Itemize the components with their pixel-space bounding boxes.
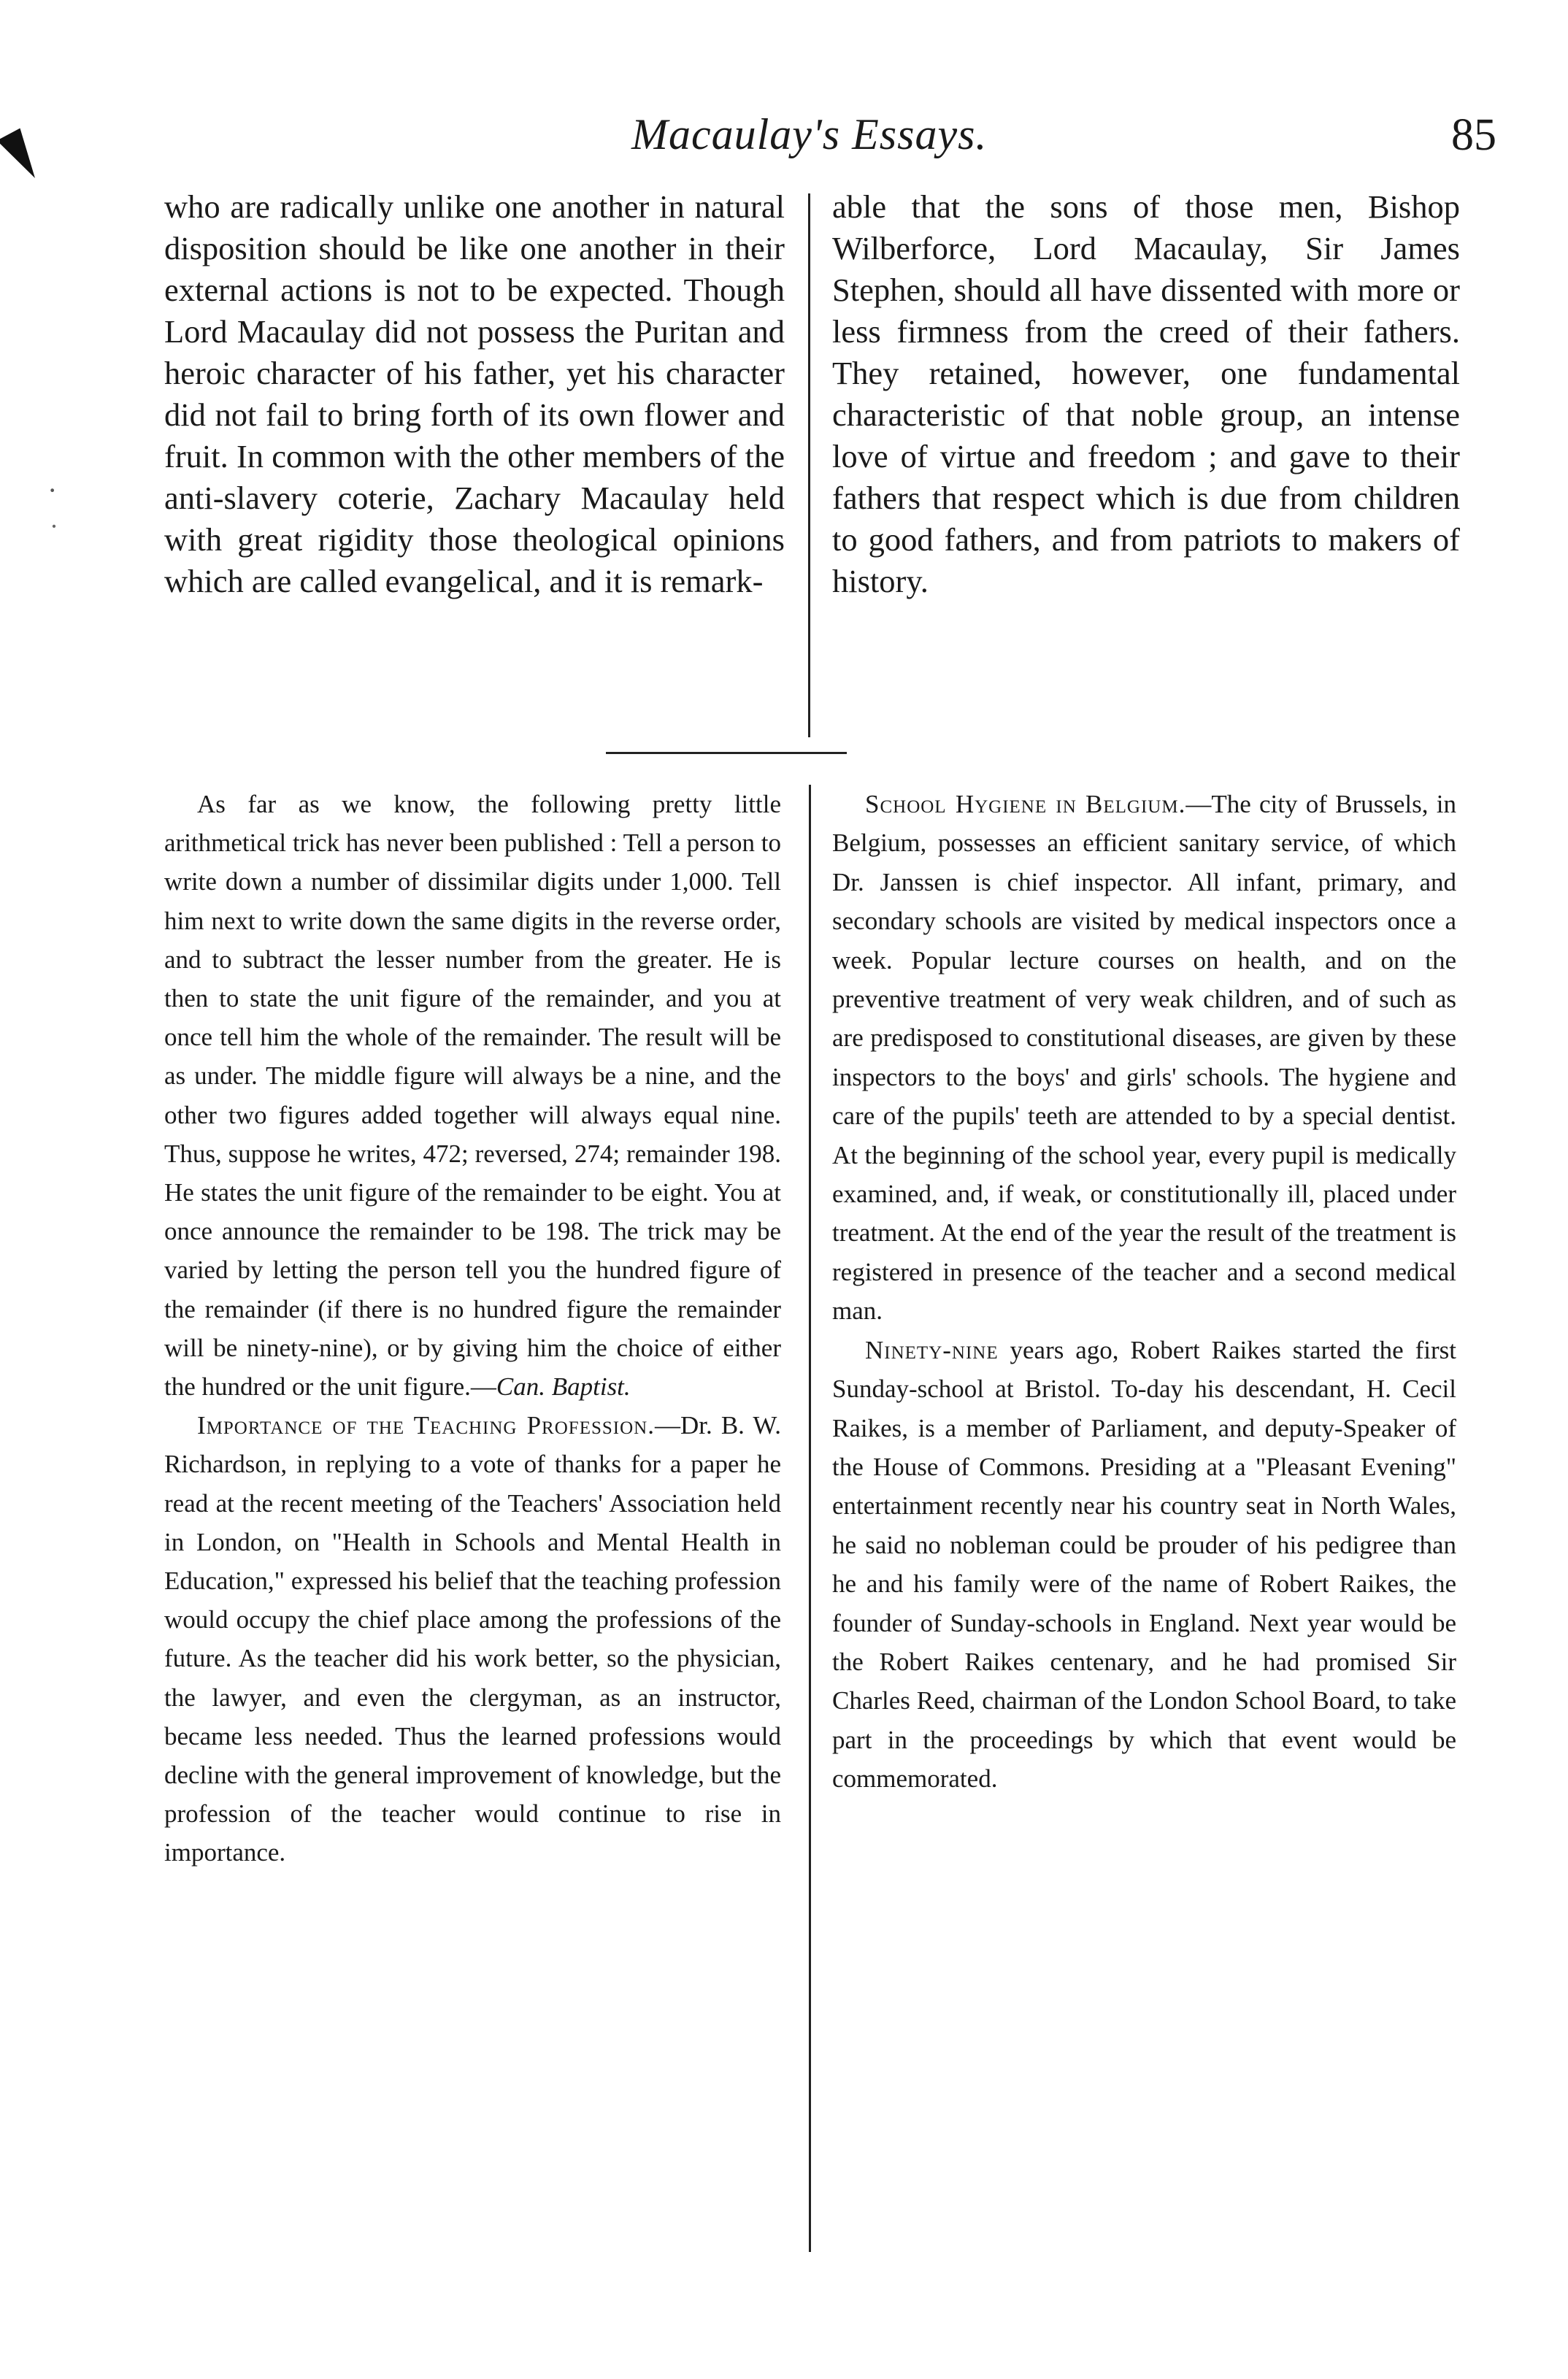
column-divider-top <box>808 193 810 737</box>
teaching-profession-paragraph <box>164 1406 781 1872</box>
page-number: 85 <box>1451 110 1496 160</box>
hygiene-paragraph <box>832 785 1456 1331</box>
arithmetic-trick-text: As far as we know, the following pretty little arithmetical trick has never been published : Tell a person to write down a number of dissimilar digits under 1,000. Tell him next to write down the same digits in the reverse order, and to subtract the lesser number from the greater. He is then to state the unit figure of the remainder, and you at once tell him the whole of the remainder. The result will be as under. The middle figure will always be a nine, and the other two figures added together will always equal nine. Thus, suppose he writes, 472; reversed, 274; remainder 198. He states the unit figure of the remainder to be eight. You at once announce the remainder to be 198. The trick may be varied by letting the person tell you the hundred figure of the remainder (if there is no hundred figure the remainder will be ninety-nine), or by giving him the choice of either the hundred or the unit figure.— <box>164 790 781 1402</box>
hygiene-heading: School Hygiene in Belgium. <box>865 790 1186 818</box>
running-title: Macaulay's Essays. <box>631 110 988 158</box>
arithmetic-source: Can. Baptist. <box>496 1372 631 1402</box>
essay-text-left: who are radically unlike one another in natural disposition should be like one another in their external actions is not to be expected. Though Lord Macaulay did not possess the Puritan and heroic character of his father, yet his character did not fail to bring forth of its own flower and fruit. In common with the other members of the anti-slavery coterie, Zachary Macaulay held with great rigidity those theological opinions which are called evangelical, and it is remark- <box>164 188 785 599</box>
margin-arrow-mark <box>0 128 44 186</box>
raikes-paragraph <box>832 1331 1456 1799</box>
margin-speck: · <box>50 512 58 541</box>
column-divider-bottom <box>809 785 811 2252</box>
arithmetic-trick-paragraph <box>164 785 781 1406</box>
margin-speck: · <box>47 474 58 507</box>
hygiene-text: —The city of Brussels, in Belgium, possesses an efficient sanitary service, of which Dr. Janssen is chief inspector. All infant, primary, and secondary schools are visited by medical inspectors once a week. Popular lecture courses on health, and on the preventive treatment of very weak children, and of such as are predisposed to constitutional diseases, are given by these inspectors to the boys' and girls' schools. The hygiene and care of the pupils' teeth are attended to by a special dentist. At the beginning of the school year, every pupil is medically examined, and, if weak, or constitutionally ill, placed under treatment. At the end of the year the result of the treatment is registered in presence of the teacher and a second medical man. <box>832 790 1456 1326</box>
essay-text-right: able that the sons of those men, Bishop Wilberforce, Lord Macaulay, Sir James Stephen, should all have dissented with more or less firmness from the creed of their fathers. They retained, however, one fundamental characteristic of that noble group, an intense love of virtue and freedom ; and gave to their fathers that respect which is due from children to good fathers, and from patriots to makers of history. <box>832 188 1460 599</box>
essay-column-right <box>832 186 1460 602</box>
notes-column-right <box>832 785 1456 1799</box>
teaching-heading: Importance of the Teaching Profession. <box>197 1411 655 1440</box>
raikes-text: years ago, Robert Raikes started the first Sunday-school at Bristol. To-day his descendant, H. Cecil Raikes, is a member of Parliament, and deputy-Speaker of the House of Commons. Presiding at a "Pleasant Evening" entertainment recently near his country seat in North Wales, he said no nobleman could be prouder of his pedigree than he and his family were of the name of Robert Raikes, the founder of Sunday-schools in England. Next year would be the Robert Raikes centenary, and he had promised Sir Charles Reed, chairman of the London School Board, to take part in the proceedings by which that event would be commemorated. <box>832 1335 1456 1794</box>
teaching-text: —Dr. B. W. Richardson, in replying to a vote of thanks for a paper he read at the recent meeting of the Teachers' Association held in London, on "Health in Schools and Mental Health in Education," expressed his belief that the teaching profession would occupy the chief place among the professions of the future. As the teacher did his work better, so the physician, the lawyer, and even the clergyman, as an instructor, became less needed. Thus the learned professions would decline with the general improvement of knowledge, but the profession of the teacher would continue to rise in importance. <box>164 1411 781 1867</box>
section-divider <box>606 752 847 754</box>
raikes-lead: Ninety-nine <box>865 1335 999 1364</box>
essay-column-left <box>164 186 785 602</box>
notes-column-left <box>164 785 781 1872</box>
page-header <box>555 109 1496 175</box>
